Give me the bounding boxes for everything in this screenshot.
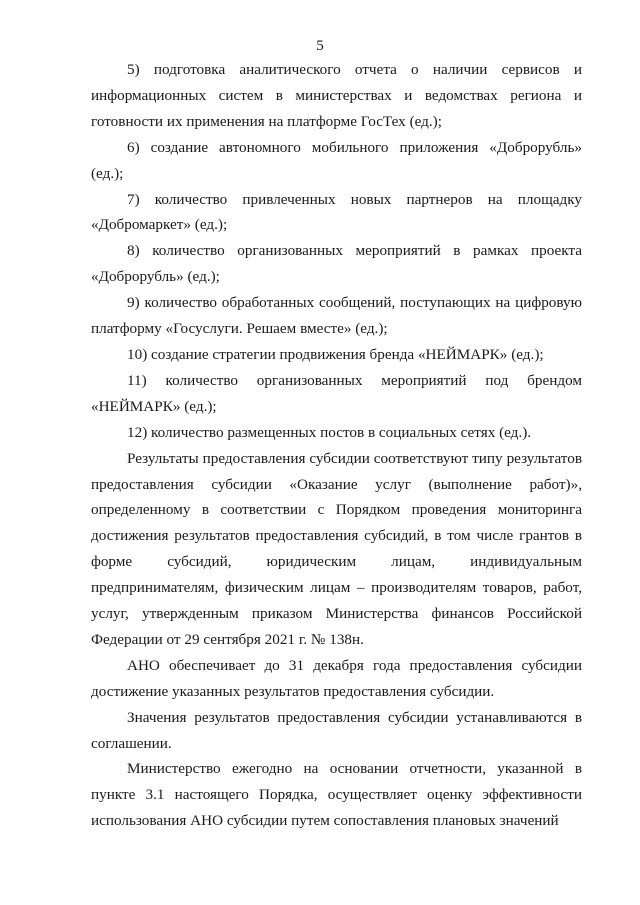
document-body — [91, 57, 582, 834]
paragraph-item-12: 12) количество размещенных постов в социальных сетях (ед.). — [127, 423, 532, 441]
paragraph-ano-obligation: АНО обеспечивает до 31 декабря года предоставления субсидии достижение указанных результатов предоставления субсидии. — [91, 656, 582, 700]
paragraph-results-type: Результаты предоставления субсидии соответствуют типу результатов предоставления субсидии «Оказание услуг (выполнение работ)», определенному в соответствии с Порядком проведения мониторинга достижения результатов предоставления субсидий, в том числе грантов в форме субсидий, юридическим лицам, индивидуальным предпринимателям, физическим лицам – производителям товаров, работ, услуг, утвержденным приказом Министерства финансов Российской Федерации от 29 сентября 2021 г. № 138н. — [91, 449, 582, 648]
paragraph-ministry-evaluation: Министерство ежегодно на основании отчетности, указанной в пункте 3.1 настоящего Порядка, осуществляет оценку эффективности использования АНО субсидии путем сопоставления плановых значений — [91, 760, 582, 830]
paragraph-item-7: 7) количество привлеченных новых партнеров на площадку «Добромаркет» (ед.); — [91, 190, 582, 234]
page-number: 5 — [316, 38, 324, 54]
paragraph-item-9: 9) количество обработанных сообщений, поступающих на цифровую платформу «Госуслуги. Решаем вместе» (ед.); — [91, 294, 582, 338]
paragraph-item-11: 11) количество организованных мероприятий под брендом «НЕЙМАРК» (ед.); — [91, 371, 582, 415]
paragraph-item-10: 10) создание стратегии продвижения бренда «НЕЙМАРК» (ед.); — [127, 345, 544, 363]
paragraph-item-5: 5) подготовка аналитического отчета о наличии сервисов и информационных систем в министерствах и ведомствах региона и готовности их применения на платформе ГосТех (ед.); — [91, 61, 582, 130]
paragraph-item-6: 6) создание автономного мобильного приложения «Доброрубль» (ед.); — [91, 138, 582, 182]
paragraph-values-agreement: Значения результатов предоставления субсидии устанавливаются в соглашении. — [91, 708, 582, 752]
paragraph-item-8: 8) количество организованных мероприятий в рамках проекта «Доброрубль» (ед.); — [91, 242, 582, 286]
